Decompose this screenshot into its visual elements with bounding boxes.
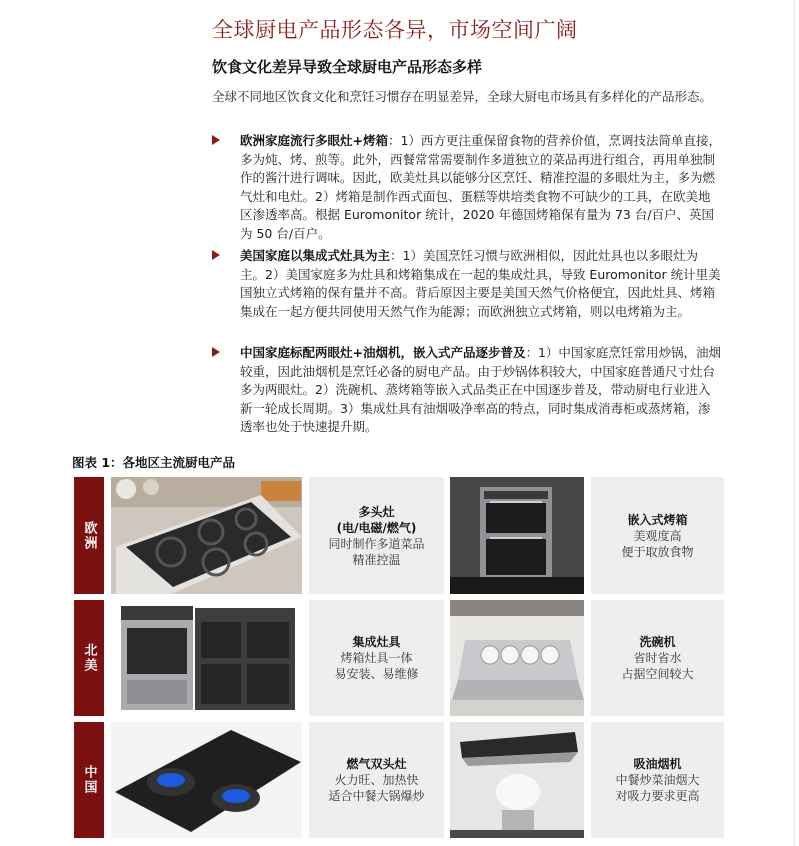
product-feature: 易安装、易维修 [334,667,419,681]
product-name: 吸油烟机 [633,757,682,771]
product-feature: 适合中餐大锅爆炒 [328,789,425,803]
range-hood-image [450,722,584,838]
product-card-range-hood [591,722,724,838]
region-label-north-america: 北美 [74,600,104,716]
product-feature: 省时省水 [633,651,682,665]
bullet-china [212,344,722,437]
bullet-text: ：1）中国家庭烹饪常用炒锅，油烟较重，因此油烟机是烹饪必备的厨电产品。由于炒锅体积较大，中国家庭普通尺寸灶台多为两眼灶。2）洗碗机、蒸烤箱等嵌入式品类正在中国逐步普及，带动厨电行业进入新一轮成长周期。3）集成灶具有油烟吸净率高的特点，同时集成消毒柜或蒸烤箱，渗透率也处于快速提升期。 [240,345,721,435]
figure-title: 图表 1：各地区主流厨电产品 [72,455,236,470]
product-subname: (电/电磁/燃气) [336,520,417,535]
bullet-arrow-icon [212,347,220,357]
bullet-lead: 中国家庭标配两眼灶+油烟机，嵌入式产品逐步普及 [240,345,526,360]
product-name: 燃气双头灶 [346,757,407,771]
product-feature: 对吸力要求更高 [615,789,700,803]
product-card-multi-burner [309,477,444,594]
bullet-lead: 美国家庭以集成式灶具为主 [240,248,391,263]
product-feature: 烤箱灶具一体 [340,651,413,665]
product-name: 嵌入式烤箱 [627,512,688,527]
bullet-text: ：1）西方更注重保留食物的营养价值，烹调技法简单直接，多为炖、烤、煎等。此外，西餐常常需要制作多道独立的菜品再进行组合，再用单独制作的酱汁进行调味。因此，欧美灶具以能够分区烹饪、精准控温的多眼灶为主，多为燃气灶和电灶。2）烤箱是制作西式面包、蛋糕等烘培类食物不可缺少的工具，在欧美地区渗透率高。根据 Euromonitor 统计，2020 年德国烤箱保有量为 73 台/百户、英国为 50 台/百户。 [240,133,721,241]
region-label-europe: 欧洲 [74,477,104,594]
bullet-usa [212,247,722,321]
bullet-arrow-icon [212,135,220,145]
product-card-built-in-oven [591,477,724,594]
product-feature: 中餐炒菜油烟大 [615,773,700,787]
product-card-integrated-range [309,600,444,716]
product-name: 多头灶 [358,504,395,519]
section-subtitle: 饮食文化差异导致全球厨电产品形态多样 [212,58,483,76]
intro-paragraph: 全球不同地区饮食文化和烹饪习惯存在明显差异，全球大厨电市场具有多样化的产品形态。 [212,89,713,104]
product-name: 洗碗机 [639,635,676,649]
bullet-europe [212,132,722,244]
page-title: 全球厨电产品形态各异，市场空间广阔 [212,18,578,42]
page-edge-line [794,0,795,846]
product-name: 集成灶具 [352,635,401,649]
bullet-arrow-icon [212,250,220,260]
built-in-oven-image [450,477,584,594]
product-card-dishwasher [591,600,724,716]
product-feature: 美观度高 [633,528,682,543]
region-label-china: 中国 [74,722,104,838]
multi-burner-cooktop-image [111,477,302,594]
product-feature: 火力旺、加热快 [334,773,419,787]
product-feature: 同时制作多道菜品 [328,536,425,551]
product-feature: 便于取放食物 [621,544,694,559]
product-feature: 精准控温 [352,552,401,567]
range-cooker-image [111,600,302,716]
dishwasher-image [450,600,584,716]
two-burner-gas-stove-image [111,722,302,838]
product-card-gas-stove [309,722,444,838]
product-feature: 占据空间较大 [621,667,694,681]
bullet-text: ：1）美国烹饪习惯与欧洲相似，因此灶具也以多眼灶为主。2）美国家庭多为灶具和烤箱集成在一起的集成灶具，导致 Euromonitor 统计里美国独立式烤箱的保有量并不高。背后原因主要是美国天然气价格便宜，因此灶具、烤箱集成在一起方便共同使用天然气作为能源；而欧洲独立式烤箱，则以电烤箱为主。 [240,248,721,319]
bullet-lead: 欧洲家庭流行多眼灶+烤箱 [240,133,388,148]
